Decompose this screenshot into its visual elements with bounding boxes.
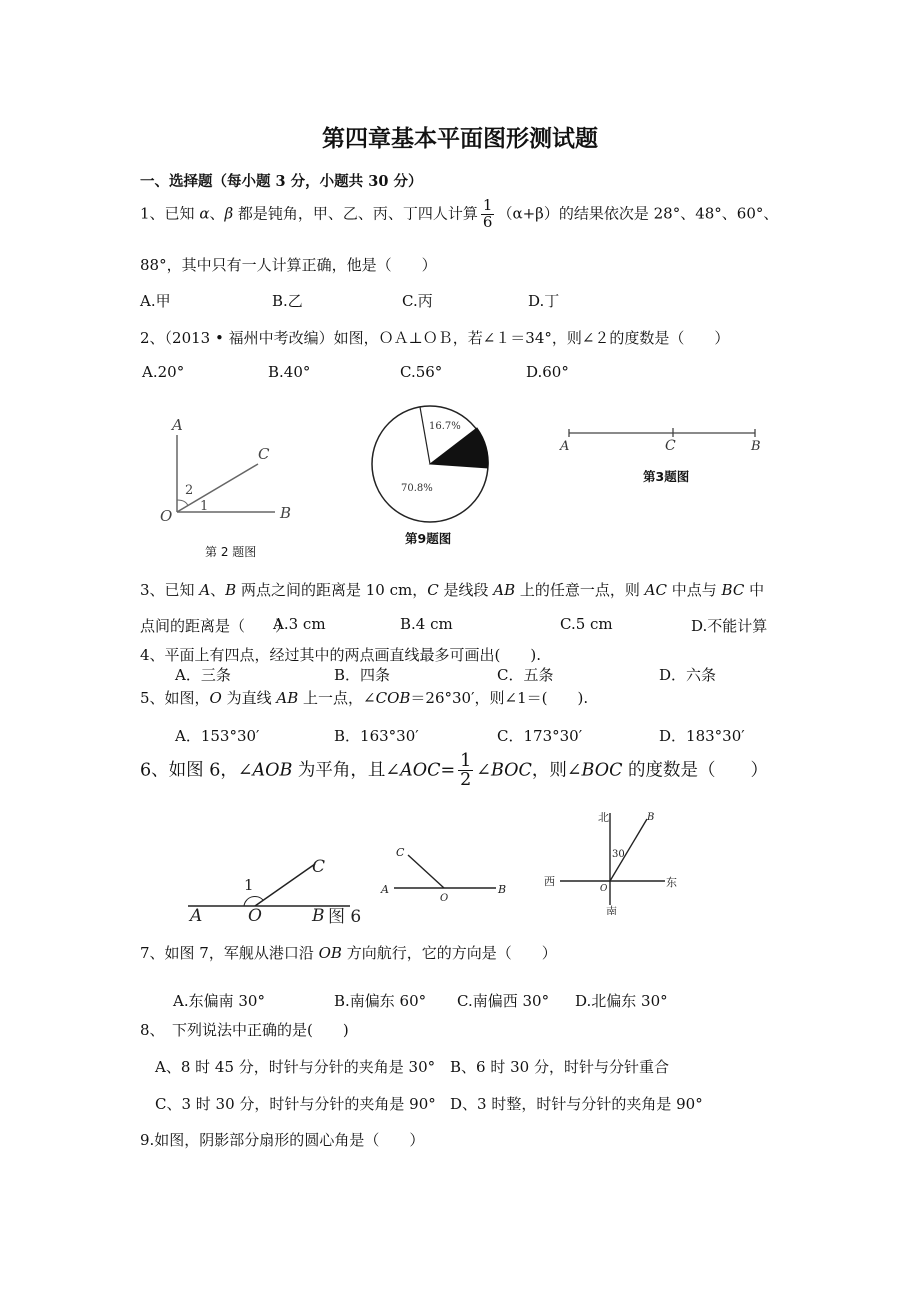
q5-option-b: B．163°30′ — [334, 727, 419, 745]
q3-option-a: A.3 cm — [273, 615, 326, 633]
fig9-label-70-8: 70.8% — [401, 483, 433, 494]
fig6-caption: 图 6 — [328, 907, 362, 927]
q8-option-b: B、6 时 30 分，时针与分针重合 — [450, 1058, 669, 1076]
q2-option-b: B.40° — [268, 363, 311, 381]
figure-2-caption: 第 2 题图 — [205, 545, 257, 559]
q4-option-b: B．四条 — [334, 666, 391, 684]
section-heading: 一、选择题（每小题 3 分，小题共 30 分） — [140, 173, 423, 190]
fig9-label-16-7: 16.7% — [429, 421, 461, 432]
question-4: 4、平面上有四点，经过其中的两点画直线最多可画出( ). — [140, 646, 542, 664]
figure-7-compass — [540, 805, 685, 915]
fig2-angle-2: 2 — [185, 483, 194, 498]
q5-option-c: C．173°30′ — [497, 727, 583, 745]
fig2-angle-1: 1 — [200, 499, 209, 514]
fig3-label-b: B — [751, 439, 761, 454]
fig6-angle-1: 1 — [244, 876, 254, 894]
question-1-line2: 88°，其中只有一人计算正确，他是（ ） — [140, 256, 437, 274]
fig2-label-b: B — [280, 504, 292, 522]
fig2-label-c: C — [258, 445, 270, 463]
fig7-label-b: B — [647, 812, 655, 823]
figc-label-o: O — [440, 893, 449, 904]
q7-option-c: C.南偏西 30° — [457, 992, 550, 1010]
fig2-label-o: O — [160, 507, 173, 525]
question-8: 8、 下列说法中正确的是( ) — [140, 1021, 349, 1039]
figure-3-segment — [555, 420, 770, 460]
fig7-west: 西 — [544, 875, 555, 888]
q1-option-a: A.甲 — [140, 292, 171, 310]
q4-option-d: D．六条 — [659, 666, 717, 684]
figure-9-pie-chart — [368, 405, 498, 525]
figc-label-c: C — [396, 846, 405, 859]
page-title: 第四章基本平面图形测试题 — [322, 125, 598, 152]
fig6-label-b: B — [312, 906, 325, 926]
fig7-east: 东 — [666, 876, 677, 889]
fig7-north: 北 — [598, 811, 609, 824]
question-2: 2、（2013 • 福州中考改编）如图，ＯＡ⊥ＯＢ，若∠１＝34°，则∠２的度数是（ ） — [140, 329, 730, 347]
fig6-label-o: O — [248, 906, 262, 926]
q7-option-d: D.北偏东 30° — [575, 992, 668, 1010]
fig6-label-a: A — [190, 906, 203, 926]
fig7-south: 南 — [606, 905, 617, 915]
fig2-label-a: A — [172, 416, 183, 434]
q7-option-a: A.东偏南 30° — [173, 992, 265, 1010]
figure-2-angle-diagram — [150, 410, 310, 525]
q3-option-d: D.不能计算 — [691, 617, 768, 635]
q8-option-c: C、3 时 30 分，时针与分针的夹角是 90° — [155, 1095, 436, 1113]
q2-option-d: D.60° — [526, 363, 569, 381]
fig3-label-c: C — [665, 438, 676, 454]
q3-option-b: B.4 cm — [400, 615, 453, 633]
question-5: 5、如图，O 为直线 AB 上一点，∠COB＝26°30′，则∠1＝( ). — [140, 689, 589, 707]
question-7: 7、如图 7，军舰从港口沿 OB 方向航行，它的方向是（ ） — [140, 944, 557, 962]
figure-3-caption: 第3题图 — [643, 469, 690, 484]
question-9: 9.如图，阴影部分扇形的圆心角是（ ） — [140, 1131, 425, 1149]
q1-option-b: B.乙 — [272, 292, 303, 310]
q4-option-c: C．五条 — [497, 666, 554, 684]
q8-option-d: D、3 时整，时针与分针的夹角是 90° — [450, 1095, 703, 1113]
question-3-line2: 点间的距离是（ ） — [140, 617, 291, 635]
q4-option-a: A．三条 — [175, 666, 231, 684]
fig3-label-a: A — [560, 439, 570, 454]
q5-option-a: A．153°30′ — [175, 727, 260, 745]
figc-label-a: A — [381, 883, 389, 896]
q7-option-b: B.南偏东 60° — [334, 992, 427, 1010]
q3-option-c: C.5 cm — [560, 615, 613, 633]
figure-angle-aoc — [378, 840, 518, 910]
q5-option-d: D．183°30′ — [659, 727, 745, 745]
fig6-label-c: C — [312, 857, 326, 877]
q2-option-c: C.56° — [400, 363, 443, 381]
figure-9-caption: 第9题图 — [405, 531, 452, 546]
q1-option-d: D.丁 — [528, 292, 560, 310]
question-1: 1、已知 α、β 都是钝角，甲、乙、丙、丁四人计算 $\frac{1}{6}$ （α+β）的结果依次是 28°、48°、60°、 — [140, 196, 779, 231]
fig7-label-o: O — [600, 884, 608, 894]
figure-6-flat-angle — [180, 848, 380, 930]
figc-label-b: B — [498, 883, 507, 896]
fraction-one-half: $\frac{1}{2}$ — [460, 751, 472, 791]
q2-option-a: A.20° — [142, 363, 185, 381]
q1-option-c: C.丙 — [402, 292, 433, 310]
fig7-angle-30: 30 — [612, 849, 625, 860]
q8-option-a: A、8 时 45 分，时针与分针的夹角是 30° — [155, 1058, 436, 1076]
fraction-one-sixth: $\frac{1}{6}$ — [482, 196, 493, 231]
question-3: 3、已知 A、B 两点之间的距离是 10 cm，C 是线段 AB 上的任意一点，则 AC 中点与 BC 中 — [140, 581, 765, 599]
question-6: 6、如图 6，∠AOB 为平角，且∠AOC= $\frac{1}{2}$ ∠BOC，则∠BOC 的度数是（ ） — [140, 751, 769, 791]
